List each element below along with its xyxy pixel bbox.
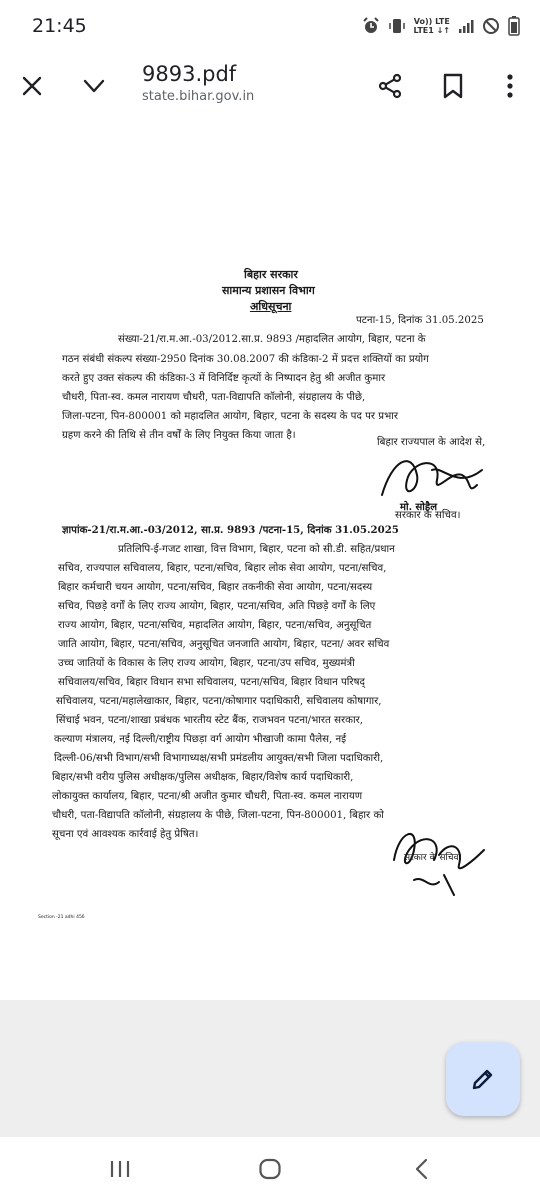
doc-para2-line: राज्य आयोग, बिहार, पटना/सचिव, महादलित आयोग, बिहार, पटना/सचिव, अनुसूचित [58, 620, 372, 631]
doc-header-govt: बिहार सरकार [244, 268, 298, 281]
pdf-viewer[interactable] [0, 122, 540, 1137]
doc-para2-line: प्रतिलिपि-ई-गजट शाखा, वित्त विभाग, बिहार, पटना को सी.डी. सहित/प्रधान [118, 544, 395, 555]
do-not-disturb-icon [482, 17, 500, 35]
share-button[interactable] [370, 66, 410, 106]
home-button[interactable] [250, 1149, 290, 1189]
doc-para2-line: सचिवालय/सचिव, बिहार विधान सभा सचिवालय, पटना/सचिव, बिहार विधान परिषद् [58, 677, 365, 688]
alarm-icon [362, 17, 380, 35]
status-icons [362, 16, 520, 36]
more-options-button[interactable] [490, 66, 530, 106]
status-time: 21:45 [32, 15, 87, 37]
bookmark-button[interactable] [433, 66, 473, 106]
doc-order-line: बिहार राज्यपाल के आदेश से, [377, 437, 486, 448]
vibrate-icon [388, 17, 406, 35]
battery-icon [508, 16, 520, 36]
doc-para2-line: सूचना एवं आवश्यक कार्रवाई हेतु प्रेषित। [52, 829, 199, 840]
back-icon [414, 1158, 430, 1180]
recents-icon [109, 1159, 131, 1179]
signature1-name: मो. सोहैल [400, 502, 437, 513]
doc-para2-line: बिहार कर्मचारी चयन आयोग, पटना/सचिव, बिहार तकनीकी सेवा आयोग, पटना/सदस्य [58, 582, 373, 593]
doc-para2-line: सचिव, पिछड़े वर्गों के लिए राज्य आयोग, बिहार, पटना/सचिव, अति पिछड़े वर्गों के लिए [58, 601, 376, 612]
doc-para2-line: जाति आयोग, बिहार, पटना/सचिव, अनुसूचित जनजाति आयोग, बिहार, पटना/ अवर सचिव [58, 639, 390, 650]
doc-para2-line: सचिव, राज्यपाल सचिवालय, बिहार, पटना/सचिव, बिहार लोक सेवा आयोग, पटना/सचिव, [58, 563, 387, 574]
file-source: state.bihar.gov.in [142, 89, 255, 104]
doc-para1-line: चौधरी, पिता-स्व. कमल नारायण चौधरी, पता-विद्यापति कॉलोनी, संग्रहालय के पीछे, [62, 392, 366, 403]
doc-para1-line: संख्या-21/रा.म.आ.-03/2012.सा.प्र. 9893 /महादलित आयोग, बिहार, पटना के [118, 334, 426, 345]
chevron-down-icon [82, 74, 106, 98]
doc-header-dept: सामान्य प्रशासन विभाग [222, 284, 315, 297]
doc-memo-line: ज्ञापांक-21/रा.म.आ.-03/2012, सा.प्र. 9893 /पटना-15, दिनांक 31.05.2025 [62, 524, 399, 536]
status-bar [0, 0, 540, 56]
close-button[interactable] [12, 66, 52, 106]
recents-button[interactable] [100, 1149, 140, 1189]
share-icon [377, 73, 403, 99]
file-name: 9893.pdf [142, 62, 237, 86]
network-indicator: Vo)) LTE LTE1 ↓↑ [413, 17, 450, 35]
edit-button[interactable] [446, 1042, 520, 1116]
more-vert-icon [506, 73, 514, 99]
signature1-title: सरकार के सचिव। [395, 510, 461, 521]
doc-para2-line: उच्च जातियों के विकास के लिए राज्य आयोग, बिहार, पटना/उप सचिव, मुख्यमंत्री [58, 658, 355, 669]
doc-para1-line: ग्रहण करने की तिथि से तीन वर्षों के लिए नियुक्त किया जाता है। [62, 430, 296, 441]
signature2-title: सरकार के सचिव। [404, 853, 462, 863]
doc-para2-line: सचिवालय, पटना/महालेखाकार, बिहार, पटना/कोषागार पदाधिकारी, सचिवालय कोषागार, [56, 696, 382, 707]
system-nav-bar [0, 1137, 540, 1200]
doc-para2-line: चौधरी, पता-विद्यापति कॉलोनी, संग्रहालय के पीछे, जिला-पटना, पिन-800001, बिहार को [52, 810, 384, 821]
doc-header-notification: अधिसूचना [250, 300, 292, 313]
close-icon [21, 75, 43, 97]
home-icon [258, 1157, 282, 1181]
back-button[interactable] [402, 1149, 442, 1189]
doc-footer-code: Section -21 adhi 456 [38, 915, 85, 920]
doc-para2-line: कल्याण मंत्रालय, नई दिल्ली/राष्ट्रीय पिछड़ा वर्ग आयोग भीखाजी कामा पैलेस, नई [54, 734, 347, 745]
signal-icon [458, 18, 474, 34]
pdf-page [0, 122, 540, 1000]
pencil-icon [470, 1066, 496, 1092]
expand-button[interactable] [74, 66, 114, 106]
doc-para2-line: लोकायुक्त कार्यालय, बिहार, पटना/श्री अजीत कुमार चौधरी, पिता-स्व. कमल नारायण [52, 791, 363, 802]
pdf-toolbar [0, 56, 540, 122]
doc-para1-line: जिला-पटना, पिन-800001 को महादलित आयोग, बिहार, पटना के सदस्य के पद पर प्रभार [62, 411, 399, 422]
doc-para1-line: गठन संबंधी संकल्प संख्या-2950 दिनांक 30.08.2007 की कंडिका-2 में प्रदत्त शक्तियों का प्रयोग [62, 354, 429, 365]
doc-para2-line: बिहार/सभी वरीय पुलिस अधीक्षक/पुलिस अधीक्षक, बिहार/विशेष कार्य पदाधिकारी, [52, 772, 354, 783]
bookmark-icon [442, 73, 464, 99]
doc-place-date: पटना-15, दिनांक 31.05.2025 [356, 315, 484, 326]
doc-para2-line: सिंचाई भवन, पटना/शाखा प्रबंधक भारतीय स्टेट बैंक, राजभवन पटना/भारत सरकार, [56, 715, 364, 726]
doc-para1-line: करते हुए उक्त संकल्प की कंडिका-3 में विनिर्दिष्ट कृत्यों के निष्पादन हेतु श्री अजीत कुमार [62, 373, 386, 384]
doc-para2-line: दिल्ली-06/सभी विभाग/सभी विभागाध्यक्ष/सभी प्रमंडलीय आयुक्त/सभी जिला पदाधिकारी, [54, 753, 384, 764]
